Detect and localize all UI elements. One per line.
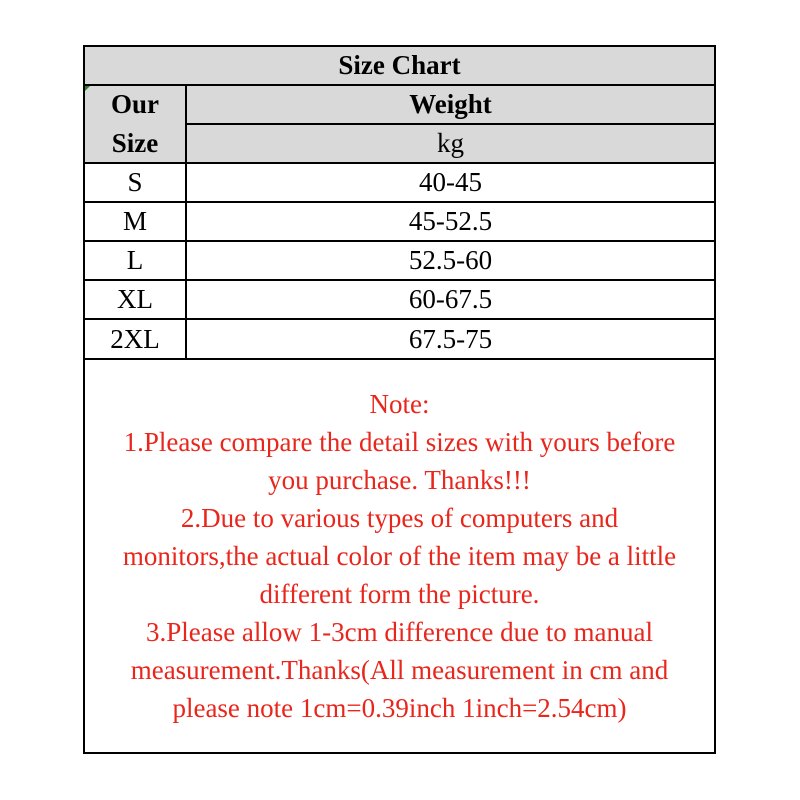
weight-column-header: Weight	[187, 86, 714, 125]
note-line: 2.Due to various types of computers and	[180, 503, 619, 533]
weight-cell: 40-45	[419, 167, 482, 197]
weight-cell: 52.5-60	[408, 245, 493, 275]
weight-cell: 45-52.5	[408, 206, 493, 236]
size-column-header	[85, 86, 187, 164]
size-cell: 2XL	[85, 320, 187, 358]
note-line: measurement.Thanks(All measurement in cm and	[130, 655, 669, 685]
table-row	[85, 320, 714, 360]
table-row	[85, 164, 714, 203]
cell-corner-marker	[85, 86, 90, 91]
table-row	[85, 242, 714, 281]
notes-section	[85, 360, 714, 752]
table-row	[85, 281, 714, 320]
size-cell: L	[85, 242, 187, 279]
size-cell: XL	[85, 281, 187, 318]
note-heading: Note:	[369, 389, 430, 419]
size-cell: M	[85, 203, 187, 240]
size-cell: S	[85, 164, 187, 201]
note-line: monitors,the actual color of the item may be a little	[122, 541, 677, 571]
note-line: please note 1cm=0.39inch 1inch=2.54cm)	[172, 693, 627, 723]
note-line: 1.Please compare the detail sizes with yours before	[123, 427, 676, 457]
table-row	[85, 203, 714, 242]
note-line: 3.Please allow 1-3cm difference due to manual	[145, 617, 654, 647]
weight-unit-header: kg	[187, 125, 714, 164]
size-chart-table	[83, 45, 716, 754]
chart-title: Size Chart	[85, 47, 714, 86]
note-line: different form the picture.	[259, 579, 540, 609]
weight-cell: 60-67.5	[408, 284, 493, 314]
size-header-line1: Our	[110, 89, 159, 119]
size-header-line2: Size	[111, 128, 159, 158]
weight-cell: 67.5-75	[408, 323, 493, 354]
note-line: you purchase. Thanks!!!	[268, 465, 531, 495]
